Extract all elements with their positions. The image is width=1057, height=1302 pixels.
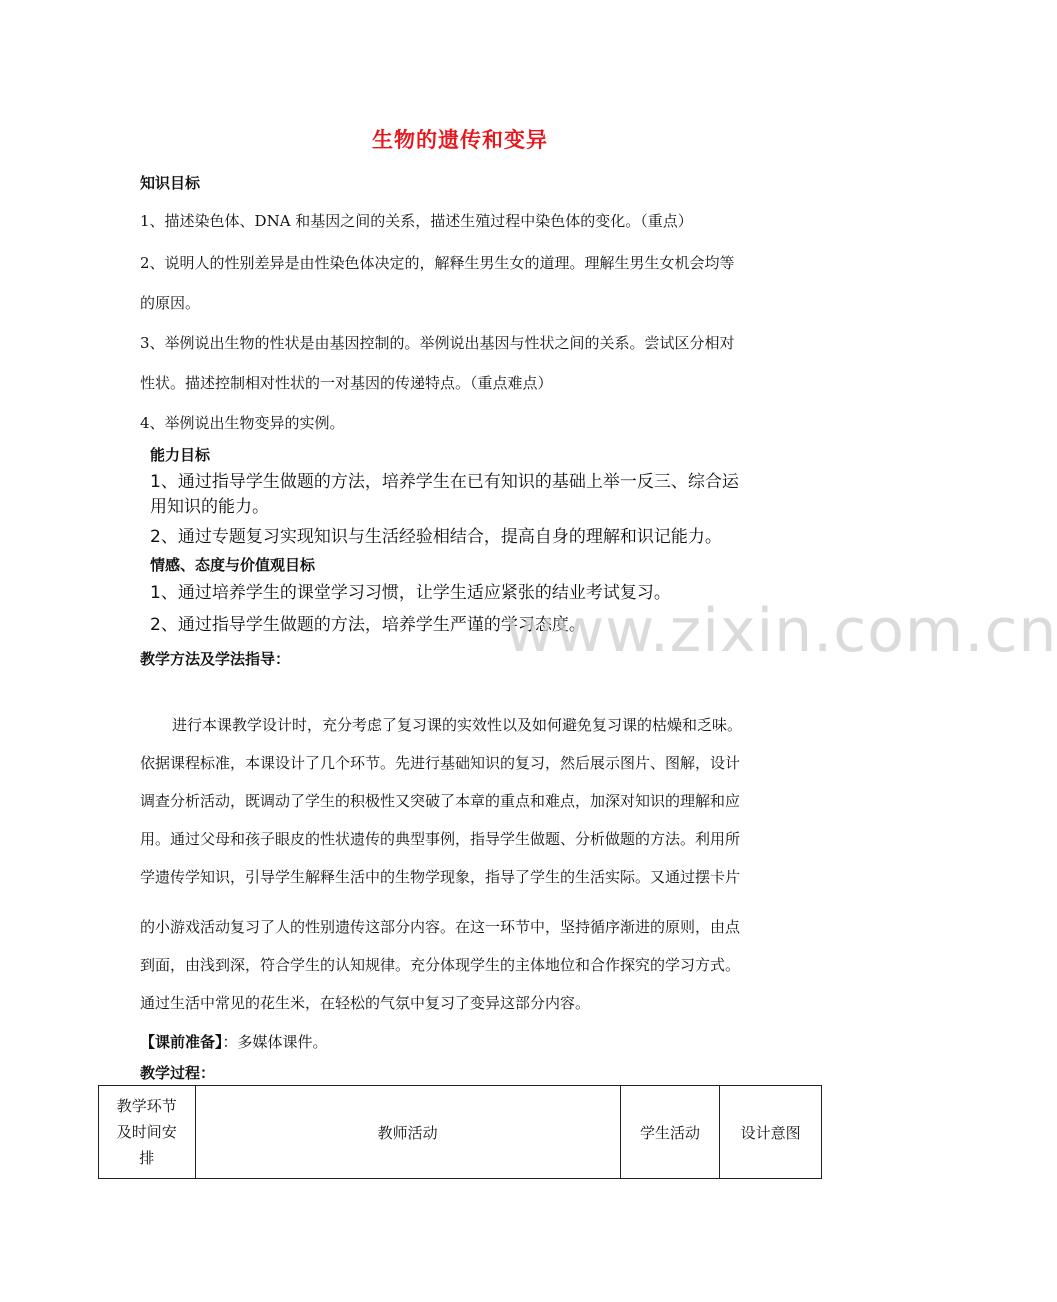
table-row xyxy=(99,1086,822,1179)
knowledge-item: 的原因。 xyxy=(140,294,201,312)
method-line: 用。通过父母和孩子眼皮的性状遗传的典型事例，指导学生做题、分析做题的方法。利用所 xyxy=(140,830,741,848)
prep-line xyxy=(140,1031,328,1052)
document-title: 生物的遗传和变异 xyxy=(372,127,548,152)
prep-label: 【课前准备】 xyxy=(140,1033,223,1051)
knowledge-item: 1、描述染色体、DNA 和基因之间的关系，描述生殖过程中染色体的变化。（重点） xyxy=(140,212,693,230)
method-line: 进行本课教学设计时，充分考虑了复习课的实效性以及如何避免复习课的枯燥和乏味。 xyxy=(172,716,743,734)
emotion-item: 2、通过指导学生做题的方法，培养学生严谨的学习态度。 xyxy=(150,615,586,635)
method-line: 学遗传学知识，引导学生解释生活中的生物学现象，指导了学生的生活实际。又通过摆卡片 xyxy=(140,868,741,886)
ability-item: 1、通过指导学生做题的方法，培养学生在已有知识的基础上举一反三、综合运 xyxy=(150,472,739,492)
header-design-intent: 设计意图 xyxy=(720,1086,822,1179)
knowledge-item: 性状。描述控制相对性状的一对基因的传递特点。（重点难点） xyxy=(140,374,553,392)
header-stage-line: 教学环节 xyxy=(116,1097,177,1115)
knowledge-heading: 知识目标 xyxy=(140,174,201,192)
process-table xyxy=(98,1085,822,1179)
ability-item: 用知识的能力。 xyxy=(150,497,269,517)
emotion-heading: 情感、态度与价值观目标 xyxy=(150,556,316,574)
emotion-item: 1、通过培养学生的课堂学习习惯，让学生适应紧张的结业考试复习。 xyxy=(150,583,671,603)
process-heading: 教学过程： xyxy=(140,1064,216,1082)
method-line: 依据课程标准，本课设计了几个环节。先进行基础知识的复习，然后展示图片、图解，设计 xyxy=(140,754,741,772)
method-line: 的小游戏活动复习了人的性别遗传这部分内容。在这一环节中，坚持循序渐进的原则，由点 xyxy=(140,918,741,936)
method-line: 调查分析活动，既调动了学生的积极性又突破了本章的重点和难点，加深对知识的理解和应 xyxy=(140,792,741,810)
header-student-activity: 学生活动 xyxy=(620,1086,720,1179)
method-heading: 教学方法及学法指导： xyxy=(140,650,291,668)
knowledge-item: 2、说明人的性别差异是由性染色体决定的，解释生男生女的道理。理解生男生女机会均等 xyxy=(140,254,735,272)
method-line: 到面，由浅到深，符合学生的认知规律。充分体现学生的主体地位和合作探究的学习方式。 xyxy=(140,956,741,974)
ability-item: 2、通过专题复习实现知识与生活经验相结合，提高自身的理解和识记能力。 xyxy=(150,527,722,547)
knowledge-item: 3、举例说出生物的性状是由基因控制的。举例说出基因与性状之间的关系。尝试区分相对 xyxy=(140,334,735,352)
prep-text: ：多媒体课件。 xyxy=(222,1033,328,1051)
method-line: 通过生活中常见的花生米，在轻松的气氛中复习了变异这部分内容。 xyxy=(140,994,591,1012)
knowledge-item: 4、举例说出生物变异的实例。 xyxy=(140,414,345,432)
ability-heading: 能力目标 xyxy=(150,446,211,464)
header-teacher-activity: 教师活动 xyxy=(195,1086,620,1179)
header-stage-time xyxy=(99,1086,196,1179)
watermark: www.zixin.com.cn xyxy=(505,596,1057,666)
header-stage-line: 及时间安 xyxy=(116,1123,177,1141)
header-stage-line: 排 xyxy=(139,1149,155,1167)
